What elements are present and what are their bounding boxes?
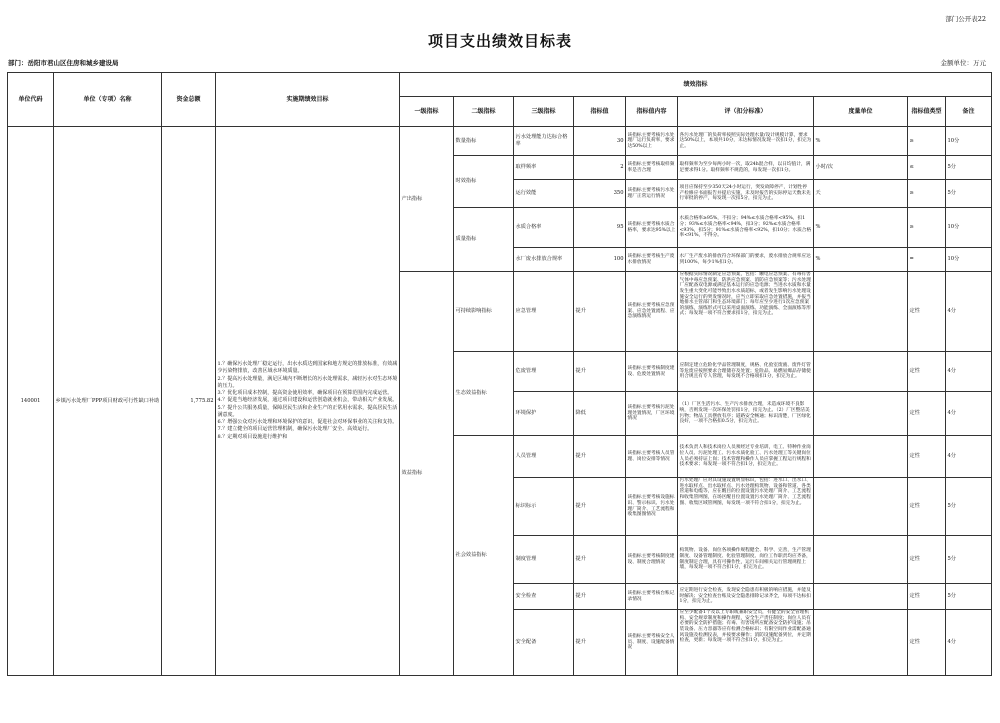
note-cell: 10分	[946, 248, 992, 272]
department-label: 部门：岳阳市君山区住房和城乡建设局	[8, 59, 119, 67]
note-cell: 5分	[946, 584, 992, 610]
value-content-cell: 该指标主要考核制度建设、制度合理情况	[626, 536, 678, 584]
indicator-value-cell: 提升	[574, 272, 626, 352]
scoring-standard-cell: 项目应保持至少350天24小时运行，突发故障停产，计划性停产检修应书面报告并提后实施，未及时报告的实际停运天数未先行审批的停产，每发现一次扣5分，扣完为止。	[678, 180, 814, 208]
scoring-standard-cell: 取样频率为至少每两小时一次，取24h混合样，以日均值计，满足要求得1分。取样频率不规范的，每发现一次扣1分。	[678, 156, 814, 180]
header-unit-code: 单位代码	[8, 73, 54, 127]
currency-unit-label: 金额单位：万元	[940, 59, 986, 67]
scoring-standard-text: 应至少配备1个及以上专职或兼职安全员，有健全的安全管理机构、安全规章制度和操作规程，安全生产责任制度；岗位人员有必要的安全防护措施；有毒、有害场所应配备安全防护设施；吊装设备、压力容器等应有检测合格标识；有限空间作业需配备通风设施及检测仪表，并按要求操作；消防设施配备到位，并定期检查，更新；每发现一项不符合扣1分，扣完为止。	[679, 610, 811, 644]
note-cell: 4分	[946, 352, 992, 392]
level3-cell: 人员管理	[514, 436, 574, 478]
measure-unit-cell: %	[814, 208, 908, 248]
indicator-value-cell: 2	[574, 156, 626, 180]
note-cell: 4分	[946, 392, 992, 436]
level2-sustain: 可持续影响指标	[454, 272, 514, 352]
value-type-cell: =	[908, 248, 946, 272]
level3-cell: 水厂废水排放合规率	[514, 248, 574, 272]
unit-code-cell: 140001	[8, 127, 54, 676]
value-content-cell: 该指标主要考核人员管理、岗位安排等情况	[626, 436, 678, 478]
scoring-standard-cell: 应制定建立危险化学品管理制度，规格、化验室废液、废件灯管等危废应按照要求合理储存及处置；危险品、易燃易爆品存储使用合规且有专人管理，每发现不合格项扣1分，扣完为止。	[678, 352, 814, 392]
implementation-target-cell	[216, 127, 400, 676]
note-cell: 5分	[946, 478, 992, 536]
performance-target-table	[7, 72, 992, 676]
header-level3: 三级指标	[514, 97, 574, 127]
value-type-cell: 定性	[908, 272, 946, 352]
fund-total-cell: 1,775.82	[162, 127, 216, 676]
level3-cell: 水质合格率	[514, 208, 574, 248]
value-content-cell: 该指标主要考核制度建设、危废处置情况	[626, 352, 678, 392]
value-type-cell: ≥	[908, 127, 946, 156]
measure-unit-cell	[814, 610, 908, 676]
value-content-cell: 该指标主要考核台账记录情况	[626, 584, 678, 610]
level2-quantity: 数量指标	[454, 127, 514, 156]
level3-cell: 污水处理能力达标合格率	[514, 127, 574, 156]
level3-cell: 标识标示	[514, 478, 574, 536]
value-content-cell: 该指标主要考核设施标识、警示标识、污水处理厂简介、工艺流程和收集图图情况	[626, 478, 678, 536]
indicator-value-cell: 350	[574, 180, 626, 208]
note-cell: 10分	[946, 127, 992, 156]
level3-cell: 运行效能	[514, 180, 574, 208]
level3-cell: 安全配备	[514, 610, 574, 676]
header-value-type: 指标值类型	[908, 97, 946, 127]
value-type-cell: 定性	[908, 536, 946, 584]
level2-quality: 质量指标	[454, 208, 514, 272]
header-level2: 二级指标	[454, 97, 514, 127]
scoring-standard-text: 污水处理厂应对其设施设置明显标识，包括：进水口、出水口、进水取样点、出水取样点、污水处理构筑物、设备和管道、各类管道和电缆等，应在醒目的位置设置污水处理厂简介、工艺流程和收集管网图，在场区醒目位置设置污水处理厂简介、工艺流程图、收集区域管网图，每发现一项不符合扣1分，扣完为止。	[679, 478, 811, 506]
measure-unit-cell	[814, 352, 908, 392]
level3-cell: 安全检查	[514, 584, 574, 610]
note-cell: 5分	[946, 180, 992, 208]
indicator-value-cell: 95	[574, 208, 626, 248]
value-type-cell: ≤	[908, 156, 946, 180]
indicator-value-cell: 提升	[574, 478, 626, 536]
value-type-cell: 定性	[908, 478, 946, 536]
page-title: 项目支出绩效目标表	[427, 32, 572, 50]
indicator-value-cell: 提升	[574, 352, 626, 392]
value-type-cell: 定性	[908, 436, 946, 478]
header-value-content: 指标值内容	[626, 97, 678, 127]
header-level1: 一级指标	[400, 97, 454, 127]
project-name-cell: 乡镇污水处理厂PPP项目财政可行性缺口补助	[54, 127, 162, 676]
indicator-value-cell: 降低	[574, 392, 626, 436]
measure-unit-cell	[814, 272, 908, 352]
header-indicator-value: 指标值	[574, 97, 626, 127]
scoring-standard-cell	[678, 272, 814, 352]
value-type-cell: ≥	[908, 180, 946, 208]
level3-cell: 取样频率	[514, 156, 574, 180]
level2-social: 社会效益指标	[454, 436, 514, 676]
indicator-value-cell: 提升	[574, 610, 626, 676]
value-content-cell: 该指标主要考核水质合格率，要求达95%以上	[626, 208, 678, 248]
value-content-cell: 该指标主要考核取样频率是否合理	[626, 156, 678, 180]
value-content-cell: 该指标主要考核污泥处理处置情况，厂区环境情况	[626, 392, 678, 436]
note-cell: 10分	[946, 208, 992, 248]
scoring-standard-cell: 构筑物、设备、岗位各项操作规程健全、科学、完善，生产管理制度、设备管理制度、化验管理制度、岗位工作职责均应齐备，制度制定合理，具有可操作性，运行车间相关运行管理规程上墙，每发现一项不符合扣1分，扣完为止。	[678, 536, 814, 584]
level2-timeliness: 时效指标	[454, 156, 514, 208]
header-scoring-standard: 评（扣分标准）	[678, 97, 814, 127]
note-cell: 4分	[946, 272, 992, 352]
measure-unit-cell	[814, 436, 908, 478]
value-content-cell: 该指标主要考核污水处理厂运行负荷率，要求达50%以上	[626, 127, 678, 156]
header-performance-indicators: 绩效指标	[400, 73, 992, 97]
header-implementation-target: 实施期绩效目标	[216, 73, 400, 127]
level2-eco: 生态效益指标	[454, 352, 514, 436]
scoring-standard-cell: 水质合格率≥95%，不扣分；94%≤水质合格率<95%，扣1分；93%≤水质合格率<94%，扣3分；92%≤水质合格率<93%，扣5分；91%≤水质合格率<92%，扣10分；水质合格率<91%，不得分。	[678, 208, 814, 248]
scoring-standard-cell: 技术负责人和技术岗位人员须经过专业培训，电工、特种作业岗位人员、污泥处理工、污水水质化验工、污水处理工等关键岗位人员必须持证上岗；技术管理和操作人员应掌握工程运行规程和技术要求；每发现一项不符合扣1分，扣完为止。	[678, 436, 814, 478]
measure-unit-cell	[814, 478, 908, 536]
header-fund-total: 资金总额	[162, 73, 216, 127]
table-number: 部门公开表22	[945, 15, 986, 23]
measure-unit-cell: 天	[814, 180, 908, 208]
measure-unit-cell: %	[814, 127, 908, 156]
header-note: 备注	[946, 97, 992, 127]
level1-benefit: 效益指标	[400, 272, 454, 676]
scoring-standard-cell: （1）厂区生活污水、生产污水排放合理，未造成环境不良影响，否则发现一次环保处罚扣1分，扣完为止。（2）厂区整洁美污物；物品工具摆放有序；道路安全畅通；标识清楚，厂区绿化良好，一项不合格扣0.5分，扣完为止。	[678, 392, 814, 436]
value-type-cell: 定性	[908, 610, 946, 676]
scoring-standard-cell: 水厂生产废水的排放符合环保部门的要求，废水排放合规率应达到100%，每少1%扣1分。	[678, 248, 814, 272]
implementation-target-text: 1.？确保污水处理厂稳定运行，出水水质达到国家和地方规定的排放标准，有效减少污染物排放，改善区域水环境质量。 2.？提高污水处理量，满足区域内不断增长的污水处理需求，减轻污水对生态环境的压力。 3.？优化项目成本控制，提高资金使用效率，确保项目在预算范围内完成运营。 4.？促进当地经济发展，通过项目建设和运营创造就业机会，带动相关产业发展。 5.？提升公共服务质量，保障居民生活和企业生产的正常用水需求，提高居民生活满意度。 6.？增强公众对污水处理和环境保护的意识，促进社会对环保事业的关注和支持。 7.？建立健全的项目运营管理机制，确保污水处理厂安全、高效运行。 8.？定期对项目设施进行维护和	[217, 361, 398, 440]
level3-cell: 制度管理	[514, 536, 574, 584]
value-type-cell: 定性	[908, 392, 946, 436]
value-content-cell: 该指标主要考核应急预案、应急处置流程、应急演练情况	[626, 272, 678, 352]
measure-unit-cell: 小时/次	[814, 156, 908, 180]
indicator-value-cell: 30	[574, 127, 626, 156]
measure-unit-cell	[814, 536, 908, 584]
header-project-name: 单位（专项）名称	[54, 73, 162, 127]
scoring-standard-cell	[678, 478, 814, 536]
indicator-value-cell: 100	[574, 248, 626, 272]
indicator-value-cell: 提升	[574, 436, 626, 478]
indicator-value-cell: 提升	[574, 536, 626, 584]
value-type-cell: 定性	[908, 352, 946, 392]
value-content-cell: 该指标主要考核生产废水排放情况	[626, 248, 678, 272]
note-cell: 4分	[946, 610, 992, 676]
level1-output: 产出指标	[400, 127, 454, 272]
measure-unit-cell	[814, 584, 908, 610]
scoring-standard-text: 应根据实际情况制定应急预案，包括：触电应急预案、有毒有害气体中毒应急预案、防洪应急预案、消防应急预案等；污水处理厂应配备双电源或满足基本运行的应急电源；当进水水质和水量发生重大变化可能导致出水水质超标，或者发生影响污水处理设施安全运行的突发情况时，应当立即采取应急处置措施，并报当地排水主管部门和生态环境部门；每年应至少进行1次应急预案的演练，演练形式可以采用桌面演练、功能演练、全面演练等形式；每发现一项不符合要求扣1分，扣完为止。	[679, 272, 811, 317]
scoring-standard-cell: 应定期进行安全检查，发现安全隐患有积极的响应措施，并能及时解决；安全检查台账及安全隐患排除记录齐全，每项不达标扣1分，扣完为止。	[678, 584, 814, 610]
level3-cell: 应急管理	[514, 272, 574, 352]
note-cell: 4分	[946, 436, 992, 478]
value-type-cell: 定性	[908, 584, 946, 610]
scoring-standard-cell: 各污水处理厂的负荷率按照实际处理水量/设计规模计算，要求达50%以上，本项共10分，未达标情况发现一次扣1分，扣完为止。	[678, 127, 814, 156]
level3-cell: 环境保护	[514, 392, 574, 436]
note-cell: 5分	[946, 156, 992, 180]
value-content-cell: 该指标主要考核安全人员、制度、设施配备情况	[626, 610, 678, 676]
scoring-standard-cell	[678, 610, 814, 676]
measure-unit-cell: %	[814, 248, 908, 272]
value-type-cell: ≥	[908, 208, 946, 248]
indicator-value-cell: 提升	[574, 584, 626, 610]
measure-unit-cell	[814, 392, 908, 436]
note-cell: 5分	[946, 536, 992, 584]
header-measure-unit: 度量单位	[814, 97, 908, 127]
table-row	[8, 127, 992, 156]
level3-cell: 危废管理	[514, 352, 574, 392]
value-content-cell: 该指标主要考核污水处理厂正常运行情况	[626, 180, 678, 208]
